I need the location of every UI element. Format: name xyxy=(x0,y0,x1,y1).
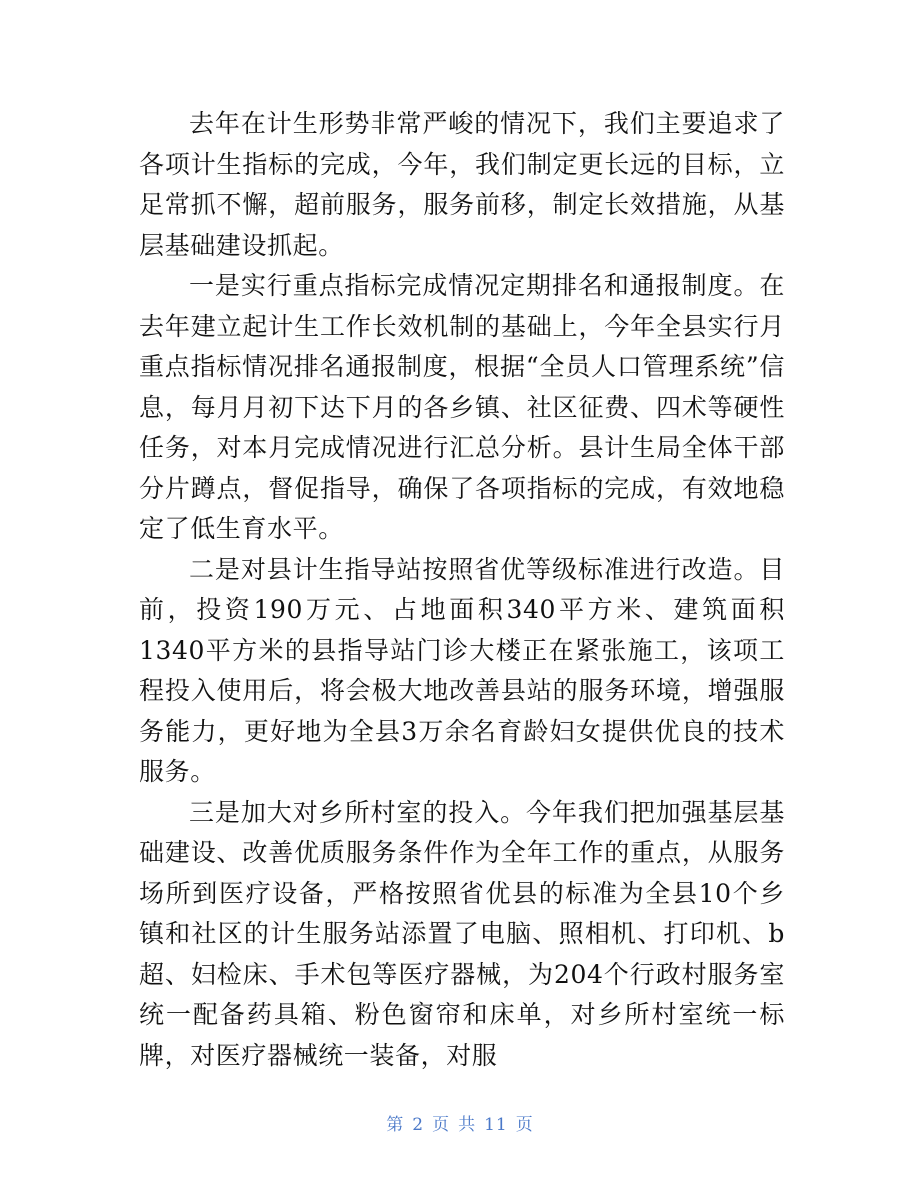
document-body xyxy=(139,104,785,1076)
footer-total-pages: 11 xyxy=(484,1115,508,1135)
footer-prefix: 第 xyxy=(386,1115,405,1135)
paragraph-point-three: 三是加大对乡所村室的投入。今年我们把加强基层基础建设、改善优质服务条件作为全年工作的重点，从服务场所到医疗设备，严格按照省优县的标准为全县10个乡镇和社区的计生服务站添置了电脑、照相机、打印机、b超、妇检床、手术包等医疗器械，为204个行政村服务室统一配备药具箱、粉色窗帘和床单，对乡所村室统一标牌，对医疗器械统一装备，对服 xyxy=(139,797,785,1070)
paragraph-point-two: 二是对县计生指导站按照省优等级标准进行改造。目前，投资190万元、占地面积340平方米、建筑面积1340平方米的县指导站门诊大楼正在紧张施工，该项工程投入使用后，将会极大地改善县站的服务环境，增强服务能力，更好地为全县3万余名育龄妇女提供优良的技术服务。 xyxy=(139,554,785,786)
footer-current-page: 2 xyxy=(412,1115,425,1135)
footer-suffix: 页 xyxy=(515,1115,534,1135)
footer-page-word: 页 xyxy=(432,1115,451,1135)
paragraph-point-one: 一是实行重点指标完成情况定期排名和通报制度。在去年建立起计生工作长效机制的基础上，今年全县实行月重点指标情况排名通报制度，根据“全员人口管理系统”信息，每月月初下达下月的各乡镇、社区征费、四术等硬性任务，对本月完成情况进行汇总分析。县计生局全体干部分片蹲点，督促指导，确保了各项指标的完成，有效地稳定了低生育水平。 xyxy=(139,271,785,543)
page-footer xyxy=(0,1110,920,1135)
footer-total-word: 共 xyxy=(458,1115,477,1135)
paragraph-intro: 去年在计生形势非常严峻的情况下，我们主要追求了各项计生指标的完成，今年，我们制定更长远的目标，立足常抓不懈，超前服务，服务前移，制定长效措施，从基层基础建设抓起。 xyxy=(139,109,785,260)
